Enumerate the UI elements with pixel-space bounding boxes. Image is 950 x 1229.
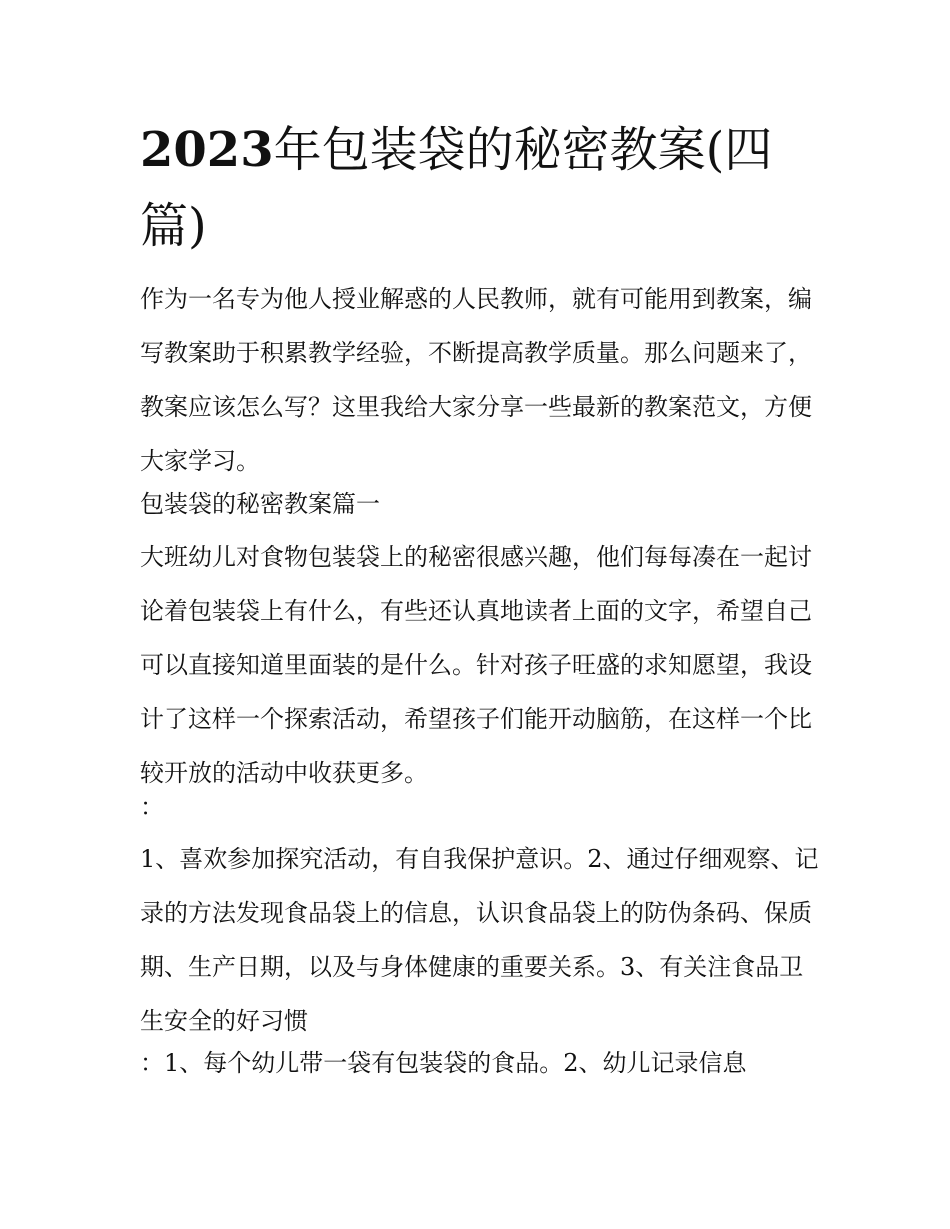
document-title	[140, 112, 820, 264]
background-paragraph: 大班幼儿对食物包装袋上的秘密很感兴趣，他们每每凑在一起讨论着包装袋上有什么，有些还认真地读者上面的文字，希望自己可以直接知道里面装的是什么。针对孩子旺盛的求知愿望，我设计了这样一个探索活动，希望孩子们能开动脑筋，在这样一个比较开放的活动中收获更多。	[140, 543, 812, 787]
preparation-paragraph: ：1、每个幼儿带一袋有包装袋的食品。2、幼儿记录信息	[140, 1049, 747, 1077]
goals-label: ：	[140, 793, 164, 821]
title-year: 2023	[140, 122, 274, 178]
goals-paragraph: 1、喜欢参加探究活动，有自我保护意识。2、通过仔细观察、记录的方法发现食品袋上的信息，认识食品袋上的防伪条码、保质期、生产日期，以及与身体健康的重要关系。3、有关注食品卫生安全的好习惯	[140, 845, 819, 1035]
title-text: 年包装袋的秘密教案(四篇)	[140, 122, 773, 254]
section-heading: 包装袋的秘密教案篇一	[140, 490, 380, 518]
intro-paragraph: 作为一名专为他人授业解惑的人民教师，就有可能用到教案，编写教案助于积累教学经验，不断提高教学质量。那么问题来了，教案应该怎么写？这里我给大家分享一些最新的教案范文，方便大家学习。	[140, 285, 812, 475]
